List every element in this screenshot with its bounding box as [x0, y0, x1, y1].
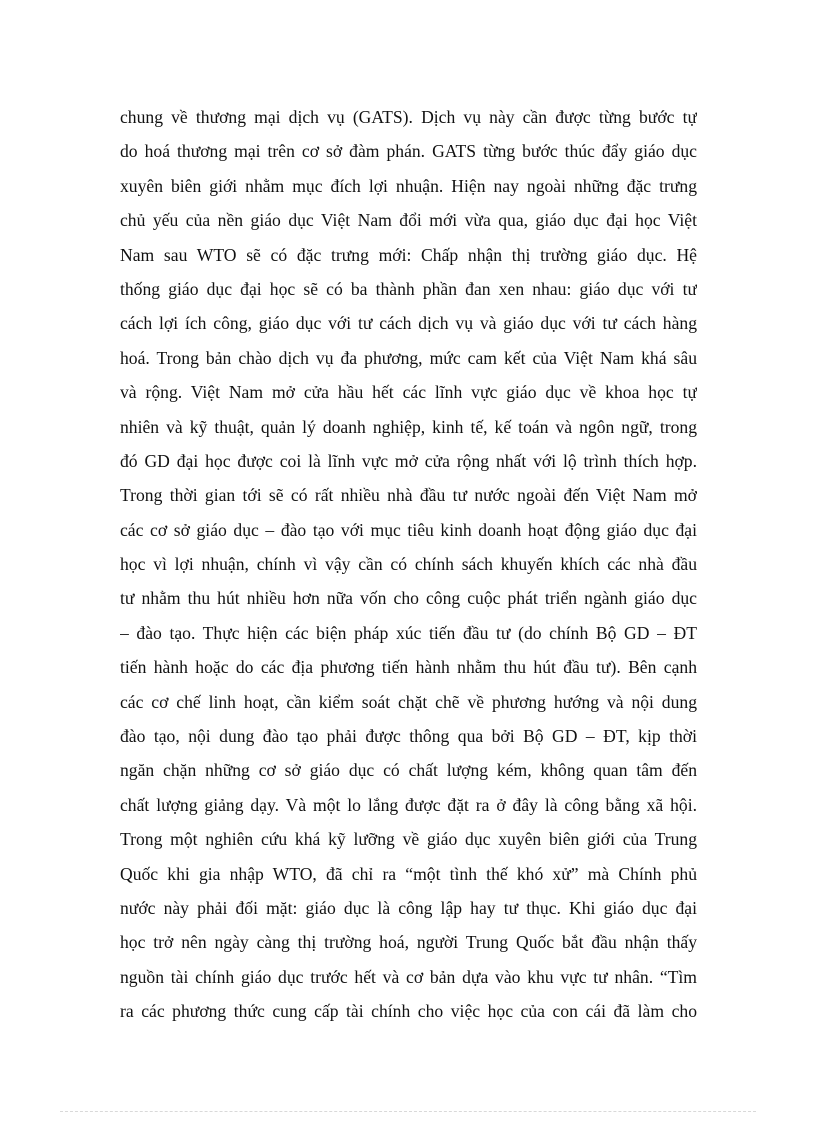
body-paragraph — [120, 100, 697, 1029]
text-line: các cơ sở giáo dục – đào tạo với mục tiêu kinh doanh hoạt động giáo dục đại — [120, 519, 697, 540]
text-line: các cơ chế linh hoạt, cần kiểm soát chặt chẽ về phương hướng và nội dung — [120, 691, 697, 712]
text-line: do hoá thương mại trên cơ sở đàm phán. GATS từng bước thúc đẩy giáo dục — [120, 141, 697, 162]
text-line: chất lượng giảng dạy. Và một lo lắng được đặt ra ở đây là công bằng xã hội. — [120, 794, 697, 815]
text-line: thống giáo dục đại học sẽ có ba thành phần đan xen nhau: giáo dục với tư — [120, 278, 697, 299]
text-line: và rộng. Việt Nam mở cửa hầu hết các lĩnh vực giáo dục về khoa học tự — [120, 382, 697, 403]
text-line: nguồn tài chính giáo dục trước hết và cơ bản dựa vào khu vực tư nhân. “Tìm — [120, 966, 697, 987]
text-line: Trong một nghiên cứu khá kỹ lưỡng về giáo dục xuyên biên giới của Trung — [120, 829, 697, 850]
text-line: ra các phương thức cung cấp tài chính cho việc học của con cái đã làm cho — [120, 1001, 697, 1022]
text-line: học vì lợi nhuận, chính vì vậy cần có chính sách khuyến khích các nhà đầu — [120, 554, 697, 575]
text-line: chủ yếu của nền giáo dục Việt Nam đổi mới vừa qua, giáo dục đại học Việt — [120, 210, 697, 231]
text-line: nhiên và kỹ thuật, quản lý doanh nghiệp, kinh tế, kế toán và ngôn ngữ, trong — [120, 416, 697, 437]
text-line: cách lợi ích công, giáo dục với tư cách dịch vụ và giáo dục với tư cách hàng — [120, 313, 697, 334]
text-line: tiến hành hoặc do các địa phương tiến hành nhằm thu hút đầu tư). Bên cạnh — [120, 657, 697, 678]
text-line: Trong thời gian tới sẽ có rất nhiều nhà đầu tư nước ngoài đến Việt Nam mở — [120, 485, 697, 506]
page-bottom-divider — [60, 1111, 756, 1112]
text-line: Nam sau WTO sẽ có đặc trưng mới: Chấp nhận thị trường giáo dục. Hệ — [120, 244, 697, 265]
text-line: nước này phải đối mặt: giáo dục là công lập hay tư thục. Khi giáo dục đại — [120, 897, 697, 918]
text-line: học trở nên ngày càng thị trường hoá, người Trung Quốc bắt đầu nhận thấy — [120, 932, 697, 953]
text-line: Quốc khi gia nhập WTO, đã chỉ ra “một tình thế khó xử” mà Chính phủ — [120, 863, 697, 884]
text-line: – đào tạo. Thực hiện các biện pháp xúc tiến đầu tư (do chính Bộ GD – ĐT — [120, 622, 697, 643]
text-line: xuyên biên giới nhằm mục đích lợi nhuận. Hiện nay ngoài những đặc trưng — [120, 175, 697, 196]
text-line: đào tạo, nội dung đào tạo phải được thông qua bởi Bộ GD – ĐT, kịp thời — [120, 726, 697, 747]
text-line: hoá. Trong bản chào dịch vụ đa phương, mức cam kết của Việt Nam khá sâu — [120, 347, 697, 368]
text-line: đó GD đại học được coi là lĩnh vực mở cửa rộng nhất với lộ trình thích hợp. — [120, 450, 697, 471]
text-line: tư nhằm thu hút nhiều hơn nữa vốn cho công cuộc phát triển ngành giáo dục — [120, 588, 697, 609]
text-line: ngăn chặn những cơ sở giáo dục có chất lượng kém, không quan tâm đến — [120, 760, 697, 781]
text-line: chung về thương mại dịch vụ (GATS). Dịch vụ này cần được từng bước tự — [120, 107, 697, 127]
